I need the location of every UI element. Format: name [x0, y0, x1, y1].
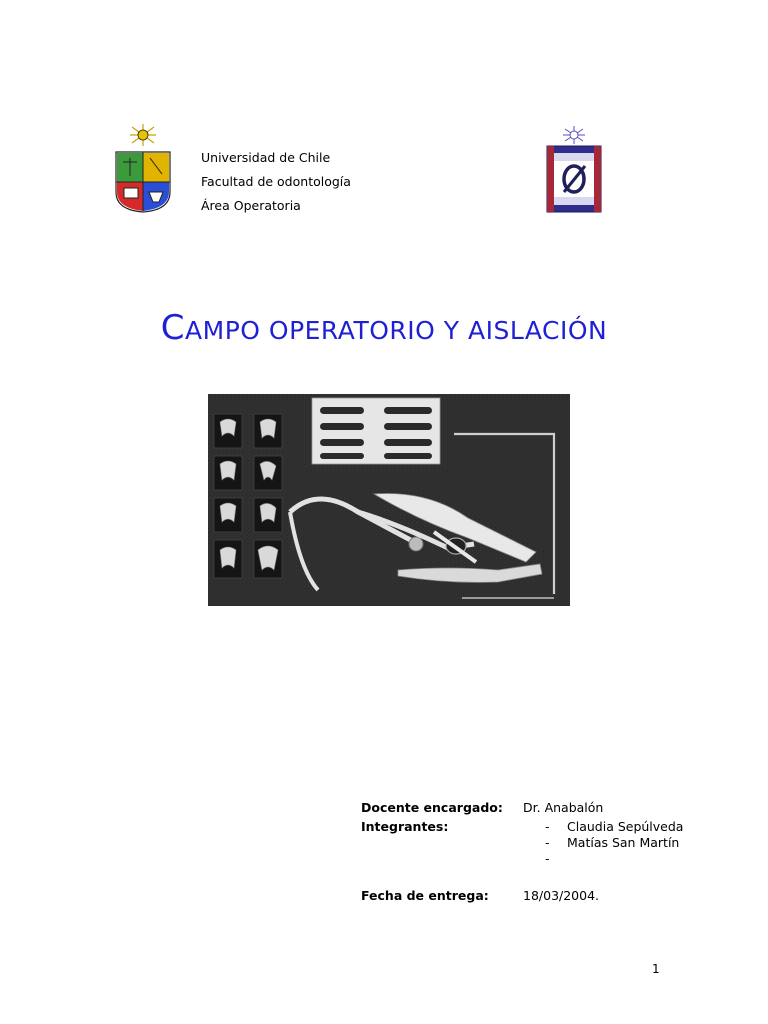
- date-label: Fecha de entrega:: [361, 888, 489, 903]
- member-bullet: -: [545, 851, 550, 866]
- title-first-letter: C: [160, 308, 186, 348]
- area-name: Área Operatoria: [201, 198, 301, 213]
- faculty-seal-icon: [544, 124, 604, 216]
- page-number: 1: [652, 962, 660, 976]
- rubber-dam-kit-photo: [208, 394, 570, 606]
- member-bullet: -: [545, 819, 550, 834]
- member-bullet: -: [545, 835, 550, 850]
- members-label: Integrantes:: [361, 819, 449, 834]
- university-name: Universidad de Chile: [201, 150, 331, 165]
- faculty-name: Facultad de odontología: [201, 174, 351, 189]
- member-item: Claudia Sepúlveda: [567, 819, 684, 834]
- institution-header: [201, 146, 351, 218]
- teacher-value: Dr. Anabalón: [523, 800, 604, 815]
- teacher-label: Docente encargado:: [361, 800, 503, 815]
- date-value: 18/03/2004.: [523, 888, 600, 903]
- title-rest: AMPO OPERATORIO Y AISLACIÓN: [185, 316, 608, 345]
- member-item: Matías San Martín: [567, 835, 680, 850]
- document-title: [0, 308, 768, 348]
- university-coat-of-arms-icon: [112, 122, 174, 214]
